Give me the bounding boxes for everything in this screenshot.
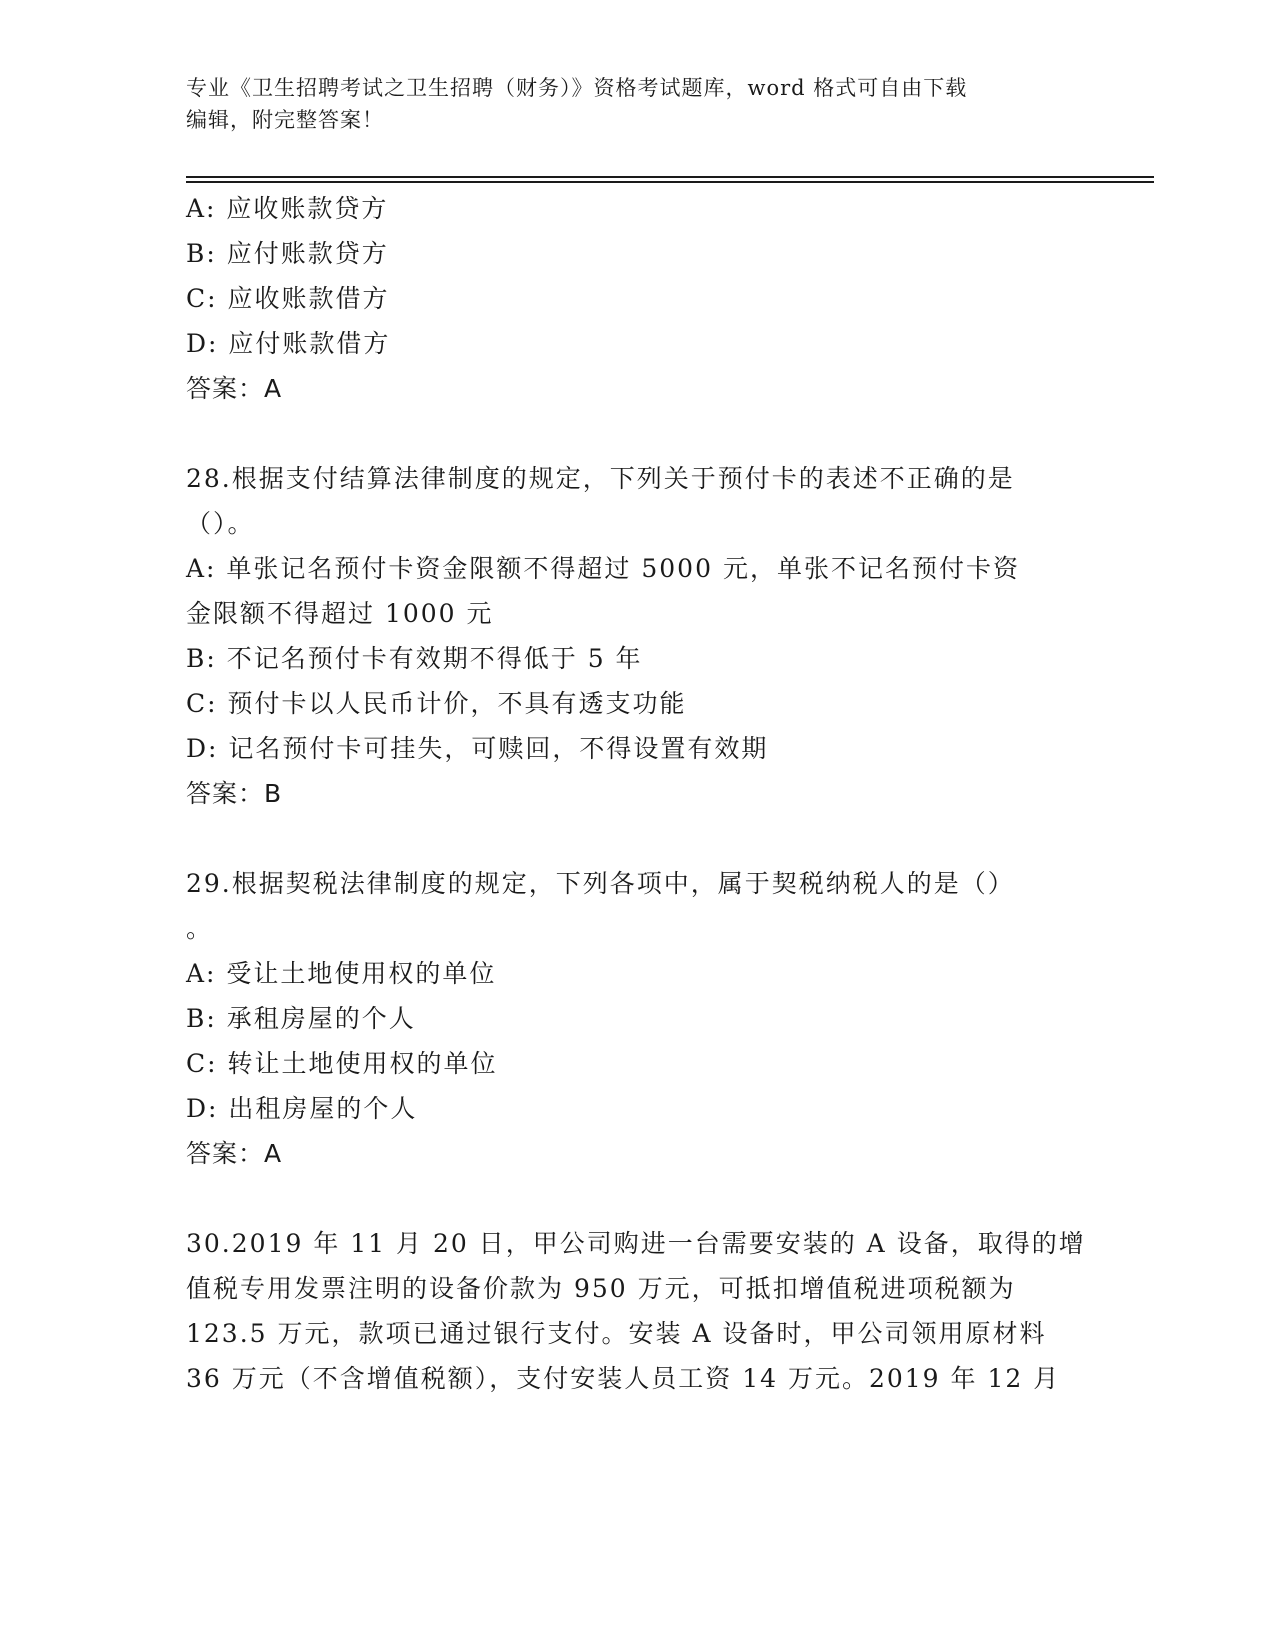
option-a-cont: 金限额不得超过 1000 元 <box>186 599 494 628</box>
option-a: A: 受让土地使用权的单位 <box>186 959 497 988</box>
option-a: A: 应收账款贷方 <box>186 194 389 223</box>
answer: 答案：A <box>186 374 283 403</box>
question-stem-cont: 。 <box>186 914 214 943</box>
spacer <box>186 411 1086 456</box>
option-c: C: 应收账款借方 <box>186 284 390 313</box>
question-28 <box>186 456 1086 816</box>
answer: 答案：B <box>186 779 283 808</box>
header-divider-top <box>186 176 1154 178</box>
option-a: A: 单张记名预付卡资金限额不得超过 5000 元，单张不记名预付卡资 <box>186 554 1020 583</box>
option-d: D: 应付账款借方 <box>186 329 391 358</box>
question-stem-cont: 123.5 万元，款项已通过银行支付。安装 A 设备时，甲公司领用原材料 <box>186 1319 1047 1348</box>
question-stem-cont: 值税专用发票注明的设备价款为 950 万元，可抵扣增值税进项税额为 <box>186 1274 1016 1303</box>
question-stem: 29.根据契税法律制度的规定，下列各项中，属于契税纳税人的是（） <box>186 869 1015 898</box>
header-line-2: 编辑，附完整答案！ <box>186 108 384 132</box>
header-divider-bottom <box>186 181 1154 183</box>
answer: 答案：A <box>186 1139 283 1168</box>
question-stem-cont: 36 万元（不含增值税额），支付安装人员工资 14 万元。2019 年 12 月 <box>186 1364 1061 1393</box>
option-b: B: 不记名预付卡有效期不得低于 5 年 <box>186 644 643 673</box>
option-c: C: 预付卡以人民币计价，不具有透支功能 <box>186 689 687 718</box>
question-stem: 28.根据支付结算法律制度的规定，下列关于预付卡的表述不正确的是 <box>186 464 1015 493</box>
option-d: D: 记名预付卡可挂失，可赎回，不得设置有效期 <box>186 734 769 763</box>
question-29 <box>186 861 1086 1176</box>
spacer <box>186 1176 1086 1221</box>
document-header <box>186 72 1066 136</box>
option-d: D: 出租房屋的个人 <box>186 1094 418 1123</box>
header-line-1: 专业《卫生招聘考试之卫生招聘（财务）》资格考试题库，word 格式可自由下载 <box>186 76 968 100</box>
question-30 <box>186 1221 1086 1401</box>
option-b: B: 应付账款贷方 <box>186 239 389 268</box>
option-c: C: 转让土地使用权的单位 <box>186 1049 498 1078</box>
option-b: B: 承租房屋的个人 <box>186 1004 416 1033</box>
document-body <box>186 186 1086 1401</box>
spacer <box>186 816 1086 861</box>
question-27-options <box>186 186 1086 411</box>
question-stem-cont: （）。 <box>186 509 255 538</box>
question-stem: 30.2019 年 11 月 20 日，甲公司购进一台需要安装的 A 设备，取得的增 <box>186 1229 1086 1258</box>
